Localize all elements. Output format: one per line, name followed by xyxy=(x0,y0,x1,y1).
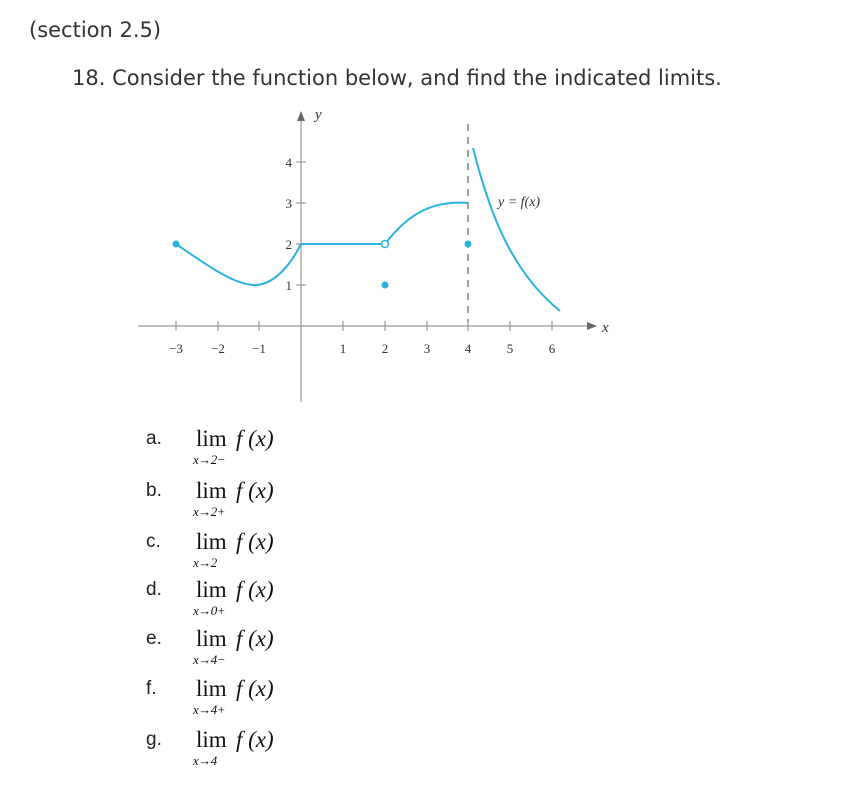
y-tick-label: 1 xyxy=(285,278,292,293)
item-letter: e. xyxy=(146,628,162,649)
limit-subscript: x→2 xyxy=(193,555,217,570)
function-curve xyxy=(176,148,560,311)
lim-word: lim xyxy=(196,727,227,752)
limit-subscript: x→4− xyxy=(193,652,226,667)
lim-word: lim xyxy=(196,577,227,602)
lim-word: lim xyxy=(196,478,227,503)
section-label: (section 2.5) xyxy=(29,18,162,42)
limit-subscript: x→4 xyxy=(193,753,217,768)
item-letter: d. xyxy=(146,579,162,600)
lim-word: lim xyxy=(196,426,227,451)
curve-left-segment xyxy=(176,244,301,285)
limit-subscript: x→2+ xyxy=(193,504,226,519)
x-tick-label: −3 xyxy=(169,341,183,356)
function-text: f (x) xyxy=(236,478,274,503)
item-letter: c. xyxy=(146,531,161,552)
lim-word: lim xyxy=(196,626,227,651)
limit-item-c xyxy=(0,529,400,575)
limit-item-a xyxy=(0,426,400,472)
limit-item-d xyxy=(0,577,400,623)
open-circle-point xyxy=(382,241,389,248)
lim-word: lim xyxy=(196,676,227,701)
limit-item-e xyxy=(0,626,400,672)
limit-subscript: x→0+ xyxy=(193,603,226,618)
x-tick-label: 2 xyxy=(381,341,389,356)
y-axis-label: y xyxy=(315,107,322,123)
x-axis-label: x xyxy=(602,320,609,336)
limit-item-b xyxy=(0,478,400,524)
function-text: f (x) xyxy=(236,426,274,451)
x-tick-label: 3 xyxy=(423,341,431,356)
x-tick-label: 1 xyxy=(339,341,347,356)
curve-hump-segment xyxy=(385,203,468,244)
limit-subscript: x→4+ xyxy=(193,702,226,717)
x-tick-label: −2 xyxy=(211,341,225,356)
x-tick-label: 5 xyxy=(506,341,514,356)
function-text: f (x) xyxy=(236,676,274,701)
x-tick-label: 6 xyxy=(548,341,556,356)
item-letter: g. xyxy=(146,729,162,750)
filled-point xyxy=(465,241,472,248)
y-tick-label: 2 xyxy=(285,237,292,252)
function-text: f (x) xyxy=(236,577,274,602)
item-letter: b. xyxy=(146,480,162,501)
limit-item-f xyxy=(0,676,400,722)
lim-word: lim xyxy=(196,529,227,554)
function-label: y = f(x) xyxy=(498,195,541,210)
endpoint-dot xyxy=(173,241,180,248)
limit-subscript: x→2− xyxy=(193,452,226,467)
y-tick-label: 3 xyxy=(285,196,292,211)
y-tick-label: 4 xyxy=(285,155,292,170)
item-letter: f. xyxy=(146,678,157,699)
item-letter: a. xyxy=(146,428,162,449)
x-tick-label: −1 xyxy=(252,341,266,356)
problem-statement: 18. Consider the function below, and find the indicated limits. xyxy=(72,66,722,90)
function-text: f (x) xyxy=(236,626,274,651)
x-tick-label: 4 xyxy=(464,341,472,356)
limit-item-g xyxy=(0,727,400,773)
filled-point xyxy=(382,282,389,289)
curve-right-segment xyxy=(473,148,560,311)
function-text: f (x) xyxy=(236,727,274,752)
function-text: f (x) xyxy=(236,529,274,554)
